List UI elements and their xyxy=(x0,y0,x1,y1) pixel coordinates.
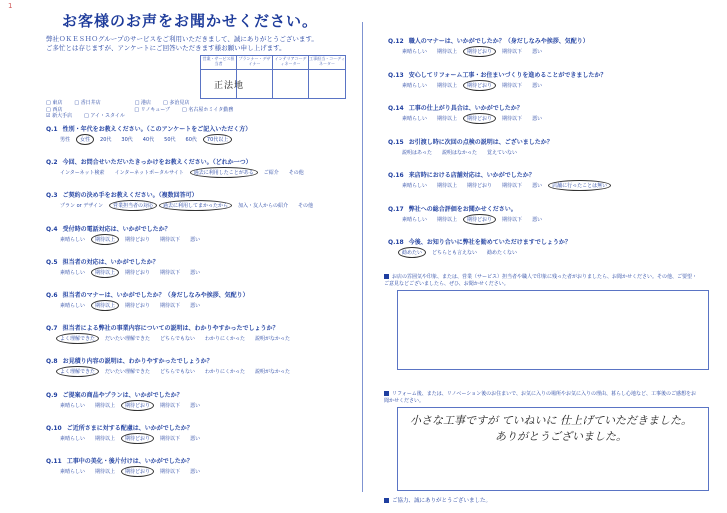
answer-option[interactable]: プラン or デザイン xyxy=(60,203,103,210)
store-item: □ アイ・スタイル xyxy=(84,113,125,119)
answer-option[interactable]: 期待以上 xyxy=(95,435,116,442)
answer-option[interactable]: どちらでもない xyxy=(160,336,195,343)
question-q7 xyxy=(46,323,278,332)
staff-name-stamp: 正法地 xyxy=(214,81,245,91)
question-q13 xyxy=(388,70,606,79)
question-text: 職人のマナーは、いかがでしたか？（身だしなみや挨拶、気配り） xyxy=(408,38,589,45)
answer-option[interactable]: 男性 xyxy=(60,137,71,143)
answer-option[interactable]: 説明はあった xyxy=(402,149,432,156)
answer-option[interactable]: 悪い xyxy=(532,116,543,122)
answer-option[interactable]: 期待以下 xyxy=(502,183,523,189)
answer-option[interactable]: 覚えていない xyxy=(486,149,517,156)
question-text: 来店時における店舗対応は、いかがでしたか？ xyxy=(408,172,535,179)
question-number: Q.8 xyxy=(46,358,58,366)
answer-option[interactable]: 素晴らしい xyxy=(60,236,86,243)
answer-option-selected[interactable]: 勧めたい xyxy=(402,250,423,256)
answer-option[interactable]: ご紹介 xyxy=(263,170,279,177)
question-q4 xyxy=(46,224,171,233)
question-text: 担当者の対応は、いかがでしたか？ xyxy=(62,258,159,266)
answer-option[interactable]: 素晴らしい xyxy=(60,303,86,309)
staff-header-sales: 営業・サービス担当者 xyxy=(201,56,237,70)
answer-option[interactable]: 期待以上 xyxy=(95,402,116,409)
answer-option[interactable]: 50代 xyxy=(164,137,176,143)
intro-line-1: 弊社ＯＫＥＳＨＯグループのサービスをご利用いただきまして、誠にありがとうございます。 xyxy=(46,35,318,43)
answer-option[interactable]: 期待以下 xyxy=(160,303,181,309)
answer-option[interactable]: 加入・友人からの紹介 xyxy=(237,203,288,210)
answer-options xyxy=(402,82,552,89)
store-item: □ 港店 xyxy=(134,100,152,106)
question-text: 担当者のマナーは、いかがでしたか？（身だしなみや挨拶、気配り） xyxy=(62,292,249,299)
answer-options xyxy=(60,169,314,176)
answer-option[interactable]: 悪い xyxy=(190,269,201,276)
question-text: 弊社への総合評価をお聞かせください。 xyxy=(408,205,517,213)
question-number: Q.15 xyxy=(388,138,404,146)
store-item: □ 香日井店 xyxy=(74,100,101,106)
answer-option[interactable]: 期待以上 xyxy=(95,469,116,475)
answer-option-selected[interactable]: 期待どおり xyxy=(467,216,493,223)
answer-option[interactable]: 期待以下 xyxy=(160,402,181,409)
question-q8 xyxy=(46,356,213,365)
answer-option-selected[interactable]: よく理解できた xyxy=(60,336,96,343)
question-number: Q.6 xyxy=(46,292,58,299)
answer-option[interactable]: 悪い xyxy=(190,435,201,442)
answer-option[interactable]: 40代 xyxy=(142,137,155,143)
staff-table xyxy=(200,55,346,99)
question-number: Q.11 xyxy=(46,458,62,465)
answer-option[interactable]: 説明がなかった xyxy=(255,369,291,376)
handwritten-line-2: ありがとうございました。 xyxy=(495,430,627,443)
answer-options xyxy=(60,202,323,209)
answer-options xyxy=(60,435,210,442)
answer-option[interactable]: 勧めたくない xyxy=(487,250,518,256)
answer-option[interactable]: 期待以下 xyxy=(160,435,181,442)
answer-option[interactable]: 期待以下 xyxy=(160,469,181,475)
answer-option-selected[interactable]: 期待以上 xyxy=(95,269,116,276)
answer-option-selected[interactable]: 期待どおり xyxy=(467,82,493,89)
answer-option-selected[interactable]: 期待どおり xyxy=(125,469,151,475)
answer-option[interactable]: わかりにくかった xyxy=(204,336,245,343)
answer-option-selected[interactable]: 過去に利用してまかったから xyxy=(162,203,228,210)
question-q5 xyxy=(46,257,159,266)
question-text: 今後、お知り合いに弊社を勧めていただけますでしょうか？ xyxy=(408,239,571,246)
answer-option[interactable]: 期待以上 xyxy=(437,82,458,89)
survey-title: お客様のお声をお聞かせください。 xyxy=(62,12,319,30)
answer-options xyxy=(60,136,238,143)
question-number: Q.12 xyxy=(388,38,404,45)
answer-option[interactable]: 素晴らしい xyxy=(402,49,428,55)
answer-option[interactable]: 素晴らしい xyxy=(402,82,428,89)
answer-option-selected[interactable]: 女性 xyxy=(80,137,91,143)
answer-option[interactable]: 悪い xyxy=(532,82,543,89)
question-text: 工事中の美化・後片付けは、いかがでしたか？ xyxy=(66,458,193,465)
question-number: Q.9 xyxy=(46,391,58,399)
intro-line-2: ご多忙とは存じますが、アンケートにご回答いただきます様お願い申し上げます。 xyxy=(46,44,286,52)
answer-option[interactable]: 期待以下 xyxy=(502,116,523,122)
question-text: 安心してリフォーム工事・お住まいづくりを進めることができましたか？ xyxy=(408,71,607,79)
question-q1 xyxy=(46,124,251,133)
question-number: Q.5 xyxy=(46,258,58,266)
answer-option[interactable]: 期待どおり xyxy=(467,183,493,189)
answer-option[interactable]: 期待以下 xyxy=(160,269,181,276)
answer-option[interactable]: 悪い xyxy=(190,469,201,475)
store-item: □ 西店 xyxy=(46,106,63,113)
answer-options xyxy=(402,182,617,189)
question-text: ご提案の商品やプランは、いかがでしたか？ xyxy=(62,391,183,399)
answer-option[interactable]: だいたい理解できた xyxy=(105,336,151,343)
handwritten-line-1: 小さな工事ですが ていねいに 仕上げていただきました。 xyxy=(410,414,692,427)
answer-option[interactable]: だいたい理解できた xyxy=(105,369,151,376)
question-number: Q.3 xyxy=(46,192,58,200)
question-q6 xyxy=(46,290,249,299)
answer-option-selected[interactable]: よく理解できた xyxy=(60,369,96,376)
question-text: ご契約の決め手をお教えください。（複数回答可） xyxy=(62,192,198,200)
question-text: お見積り内容の説明は、わかりやすかったでしょうか？ xyxy=(62,358,213,366)
answer-option[interactable]: 期待どおり xyxy=(125,303,151,309)
question-q16 xyxy=(388,170,535,179)
answer-option-selected[interactable]: 過去に利用したことがある xyxy=(193,170,254,177)
answer-options xyxy=(402,249,527,256)
question-q2 xyxy=(46,157,252,166)
answer-option-selected[interactable]: 期待どおり xyxy=(125,402,151,409)
answer-options xyxy=(60,468,210,475)
answer-option[interactable]: 60代 xyxy=(185,137,197,143)
question-text: 受付時の電話対応は、いかがでしたか？ xyxy=(62,225,171,233)
question-number: Q.10 xyxy=(46,424,62,432)
answer-option[interactable]: 悪い xyxy=(190,303,201,309)
question-q15 xyxy=(388,137,553,146)
answer-options xyxy=(402,115,552,122)
answer-option[interactable]: 素晴らしい xyxy=(60,469,86,475)
question-text: 担当者による弊社の事業内容についての説明は、わかりやすかったでしょうか？ xyxy=(62,325,279,333)
comment1-box[interactable] xyxy=(397,290,709,370)
answer-option[interactable]: どちらでもない xyxy=(160,369,195,376)
question-q11 xyxy=(46,456,193,465)
answer-option-selected[interactable]: 期待どおり xyxy=(125,435,151,442)
answer-options xyxy=(60,236,210,243)
answer-option[interactable]: その他 xyxy=(288,170,304,177)
question-number: Q.2 xyxy=(46,159,58,167)
question-q10 xyxy=(46,423,193,432)
question-text: 今回、お問合せいただいたきっかけをお教えください。（どれか一つ） xyxy=(62,159,252,167)
answer-option[interactable]: 素晴らしい xyxy=(60,402,86,409)
comment2-prompt: リフォーム後、または、リノベーション後のお住まいで、お気に入りの場所やお気に入りの理由、暮らし心地など、工事後のご感想をお聞かせください。 xyxy=(384,391,697,404)
store-item: □ 東店 xyxy=(46,100,63,106)
staff-header-construction: 工事担当・コーディネーター xyxy=(309,56,345,70)
question-text: ご近所さまに対する配慮は、いかがでしたか？ xyxy=(66,424,193,432)
answer-option[interactable]: 期待以下 xyxy=(502,49,523,55)
answer-option[interactable]: わかりにくかった xyxy=(204,369,245,376)
question-q18 xyxy=(388,237,571,246)
answer-option[interactable]: 素晴らしい xyxy=(60,435,86,442)
answer-option-selected[interactable]: 期待どおり xyxy=(467,49,493,55)
question-number: Q.14 xyxy=(388,105,404,112)
comment1-prompt: お店の雰囲気や印象、または、営業（サービス）担当者や職人で印象に残った者がおりましたら、お聞かせください。その他、ご要望・ご意見などございましたら、ぜひ、お聞かせください。 xyxy=(384,274,698,287)
question-number: Q.16 xyxy=(388,172,404,179)
answer-option[interactable]: 悪い xyxy=(532,183,543,189)
answer-option[interactable]: 説明がなかった xyxy=(255,336,291,343)
answer-option-selected[interactable]: 営業担当者の対応 xyxy=(112,203,153,210)
answer-option[interactable]: 期待どおり xyxy=(125,236,151,243)
staff-header-interior: インテリアコーディネーター xyxy=(273,56,309,70)
answer-option[interactable]: 期待以下 xyxy=(502,216,523,223)
answer-option[interactable]: 素晴らしい xyxy=(402,116,428,122)
answer-option-selected[interactable]: 70代以上 xyxy=(206,137,229,143)
answer-option[interactable]: 期待以下 xyxy=(502,82,523,89)
question-q9 xyxy=(46,390,183,399)
question-number: Q.7 xyxy=(46,325,58,333)
answer-option[interactable]: どちらとも言えない xyxy=(432,250,478,256)
question-text: お引渡し時に次回の点検の説明は、ございましたか？ xyxy=(408,138,553,146)
answer-option[interactable]: 期待以上 xyxy=(437,49,458,55)
question-number: Q.18 xyxy=(388,239,404,246)
answer-option[interactable]: インターネット検索 xyxy=(60,170,105,177)
answer-option-selected[interactable]: 期待以上 xyxy=(95,303,116,309)
question-text: 性別・年代をお教えください。（このアンケートをご記入いただく方） xyxy=(62,126,252,133)
store-item: □ リノキューブ xyxy=(134,106,171,113)
answer-option[interactable]: 20代 xyxy=(100,137,112,143)
question-q3 xyxy=(46,190,198,199)
answer-options xyxy=(60,335,300,342)
store-list xyxy=(46,100,233,120)
answer-option[interactable]: 30代 xyxy=(121,137,133,143)
question-number: Q.17 xyxy=(388,205,404,213)
question-q17 xyxy=(388,204,517,213)
store-item: □ 名古屋ホミイタ勤務 xyxy=(182,106,234,113)
answer-option[interactable]: 期待どおり xyxy=(125,269,151,276)
question-q14 xyxy=(388,103,523,112)
answer-option[interactable]: 悪い xyxy=(532,216,543,223)
answer-option[interactable]: インターネットポータルサイト xyxy=(114,170,184,177)
answer-option[interactable]: 素晴らしい xyxy=(60,269,86,276)
store-item: ☑ 新大手店 xyxy=(46,113,73,119)
question-text: 工事の仕上がり具合は、いかがでしたか？ xyxy=(408,105,523,112)
answer-options xyxy=(60,302,210,309)
answer-option[interactable]: 期待以上 xyxy=(437,216,458,223)
answer-options xyxy=(402,149,527,156)
answer-option-selected[interactable]: 期待以上 xyxy=(95,236,116,243)
answer-option[interactable]: その他 xyxy=(298,203,314,210)
page-mark: 1 xyxy=(8,2,13,10)
answer-option[interactable]: 素晴らしい xyxy=(402,183,428,189)
answer-option[interactable]: 素晴らしい xyxy=(402,216,428,223)
answer-option[interactable]: 期待以上 xyxy=(437,116,458,122)
answer-options xyxy=(402,48,552,55)
answer-option[interactable]: 悪い xyxy=(190,402,201,409)
staff-header-planner: プランナー・デザイナー xyxy=(237,56,273,70)
answer-option[interactable]: 説明はなかった xyxy=(441,149,477,156)
answer-options xyxy=(60,269,210,276)
answer-option[interactable]: 悪い xyxy=(190,236,201,243)
answer-option-selected[interactable]: 店舗に行ったことは無い xyxy=(552,183,608,189)
answer-option[interactable]: 悪い xyxy=(532,49,543,55)
answer-option-selected[interactable]: 期待どおり xyxy=(467,116,493,122)
answer-option[interactable]: 期待以下 xyxy=(160,236,181,243)
thanks-note: ご協力、誠にありがとうございました。 xyxy=(384,496,491,504)
question-number: Q.1 xyxy=(46,126,58,133)
question-number: Q.4 xyxy=(46,225,58,233)
answer-option[interactable]: 期待以上 xyxy=(437,183,458,189)
question-number: Q.13 xyxy=(388,71,404,79)
answer-options xyxy=(402,216,552,223)
answer-options xyxy=(60,368,300,375)
answer-options xyxy=(60,402,210,409)
question-q12 xyxy=(388,36,589,45)
column-divider xyxy=(362,22,363,492)
store-item: □ 多治見店 xyxy=(163,100,190,106)
